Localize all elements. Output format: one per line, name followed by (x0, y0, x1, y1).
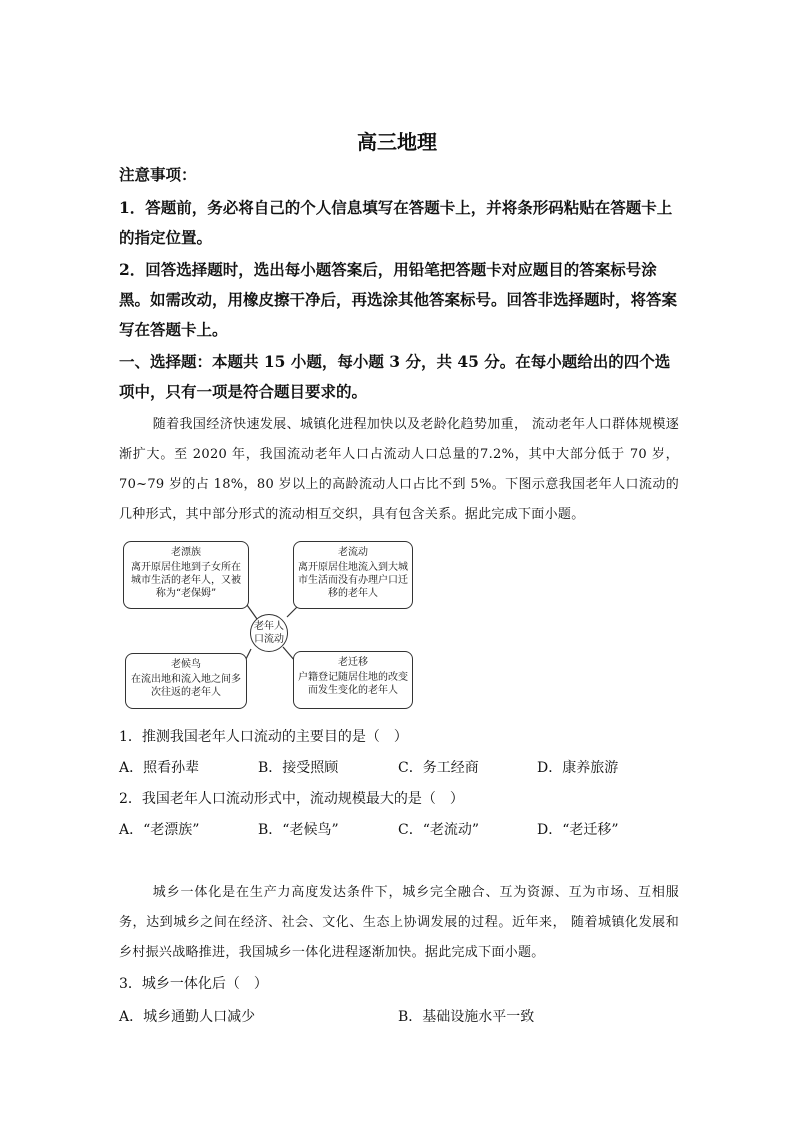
q2-option-d[interactable]: D．“老迁移” (537, 822, 619, 838)
q1-option-b[interactable]: B．接受照顾 (258, 760, 339, 776)
passage-1: 随着我国经济快速发展、城镇化进程加快以及老龄化趋势加重， 流动老年人口群体规模逐渐扩大。至 2020 年，我国流动老年人口占流动人口总量的7.2%，其中大部分低于 70 岁，70~79 岁的占 18%，80 岁以上的高龄流动人口占比不到 5%。下图示意我国老年人口流动的几种形式，其中部分形式的流动相互交织，具有包含关系。据此完成下面小题。 (119, 417, 679, 522)
migration-diagram (119, 537, 419, 712)
section-heading-1: 一、选择题：本题共 15 小题，每小题 3 分，共 45 分。在每小题给出的四个选项中，只有一项是符合题目要求的。 (119, 352, 671, 401)
notice-header: 注意事项： (119, 165, 197, 184)
diagram-box-lao-piao-zu (123, 541, 249, 609)
box-title: 老流动 (338, 547, 368, 558)
q2-option-c[interactable]: C．“老流动” (398, 822, 480, 838)
box-title: 老漂族 (171, 547, 201, 558)
passage-2: 城乡一体化是在生产力高度发达条件下，城乡完全融合、互为资源、互为市场、互相服务，达到城乡之间在经济、社会、文化、生态上协调发展的过程。近年来， 随着城镇化发展和乡村振兴战略推进，我国城乡一体化进程逐渐加快。据此完成下面小题。 (119, 885, 679, 960)
notice-item-1: 1．答题前，务必将自己的个人信息填写在答题卡上，并将条形码粘贴在答题卡上的指定位置。 (119, 198, 673, 247)
page-title: 高三地理 (357, 130, 437, 154)
box-text: 户籍登记随居住地的改变而发生变化的老年人 (298, 672, 408, 696)
diagram-box-lao-liu-dong (293, 541, 413, 609)
q1-option-a[interactable]: A．照看孙辈 (119, 760, 200, 776)
box-text: 在流出地和流入地之间多次往返的老年人 (131, 674, 241, 698)
q1-option-c[interactable]: C．务工经商 (398, 760, 479, 776)
q3-option-a[interactable]: A．城乡通勤人口减少 (119, 1009, 256, 1025)
notice-item-2: 2．回答选择题时，选出每小题答案后，用铅笔把答题卡对应题目的答案标号涂黑。如需改动，用橡皮擦干净后，再选涂其他答案标号。回答非选择题时，将答案写在答题卡上。 (119, 260, 678, 339)
diagram-box-lao-hou-niao (125, 653, 247, 709)
box-text: 离开原居住地流入到大城市生活而没有办理户口迁移的老年人 (298, 562, 408, 599)
q3-option-b[interactable]: B．基础设施水平一致 (398, 1009, 535, 1025)
box-title: 老迁移 (338, 657, 368, 668)
diagram-center-node: 老年人口流动 (250, 614, 288, 652)
q2-option-b[interactable]: B．“老候鸟” (258, 822, 339, 838)
question-3: 3．城乡一体化后（ ） (119, 976, 268, 992)
diagram-box-lao-qian-yi (293, 651, 413, 709)
q1-option-d[interactable]: D．康养旅游 (537, 760, 619, 776)
box-text: 离开原居住地到子女所在城市生活的老年人，又被称为“老保姆” (131, 562, 241, 599)
question-1: 1．推测我国老年人口流动的主要目的是（ ） (119, 729, 408, 745)
q2-option-a[interactable]: A．“老漂族” (119, 822, 200, 838)
question-2: 2．我国老年人口流动形式中，流动规模最大的是（ ） (119, 791, 464, 807)
box-title: 老候鸟 (171, 659, 201, 670)
